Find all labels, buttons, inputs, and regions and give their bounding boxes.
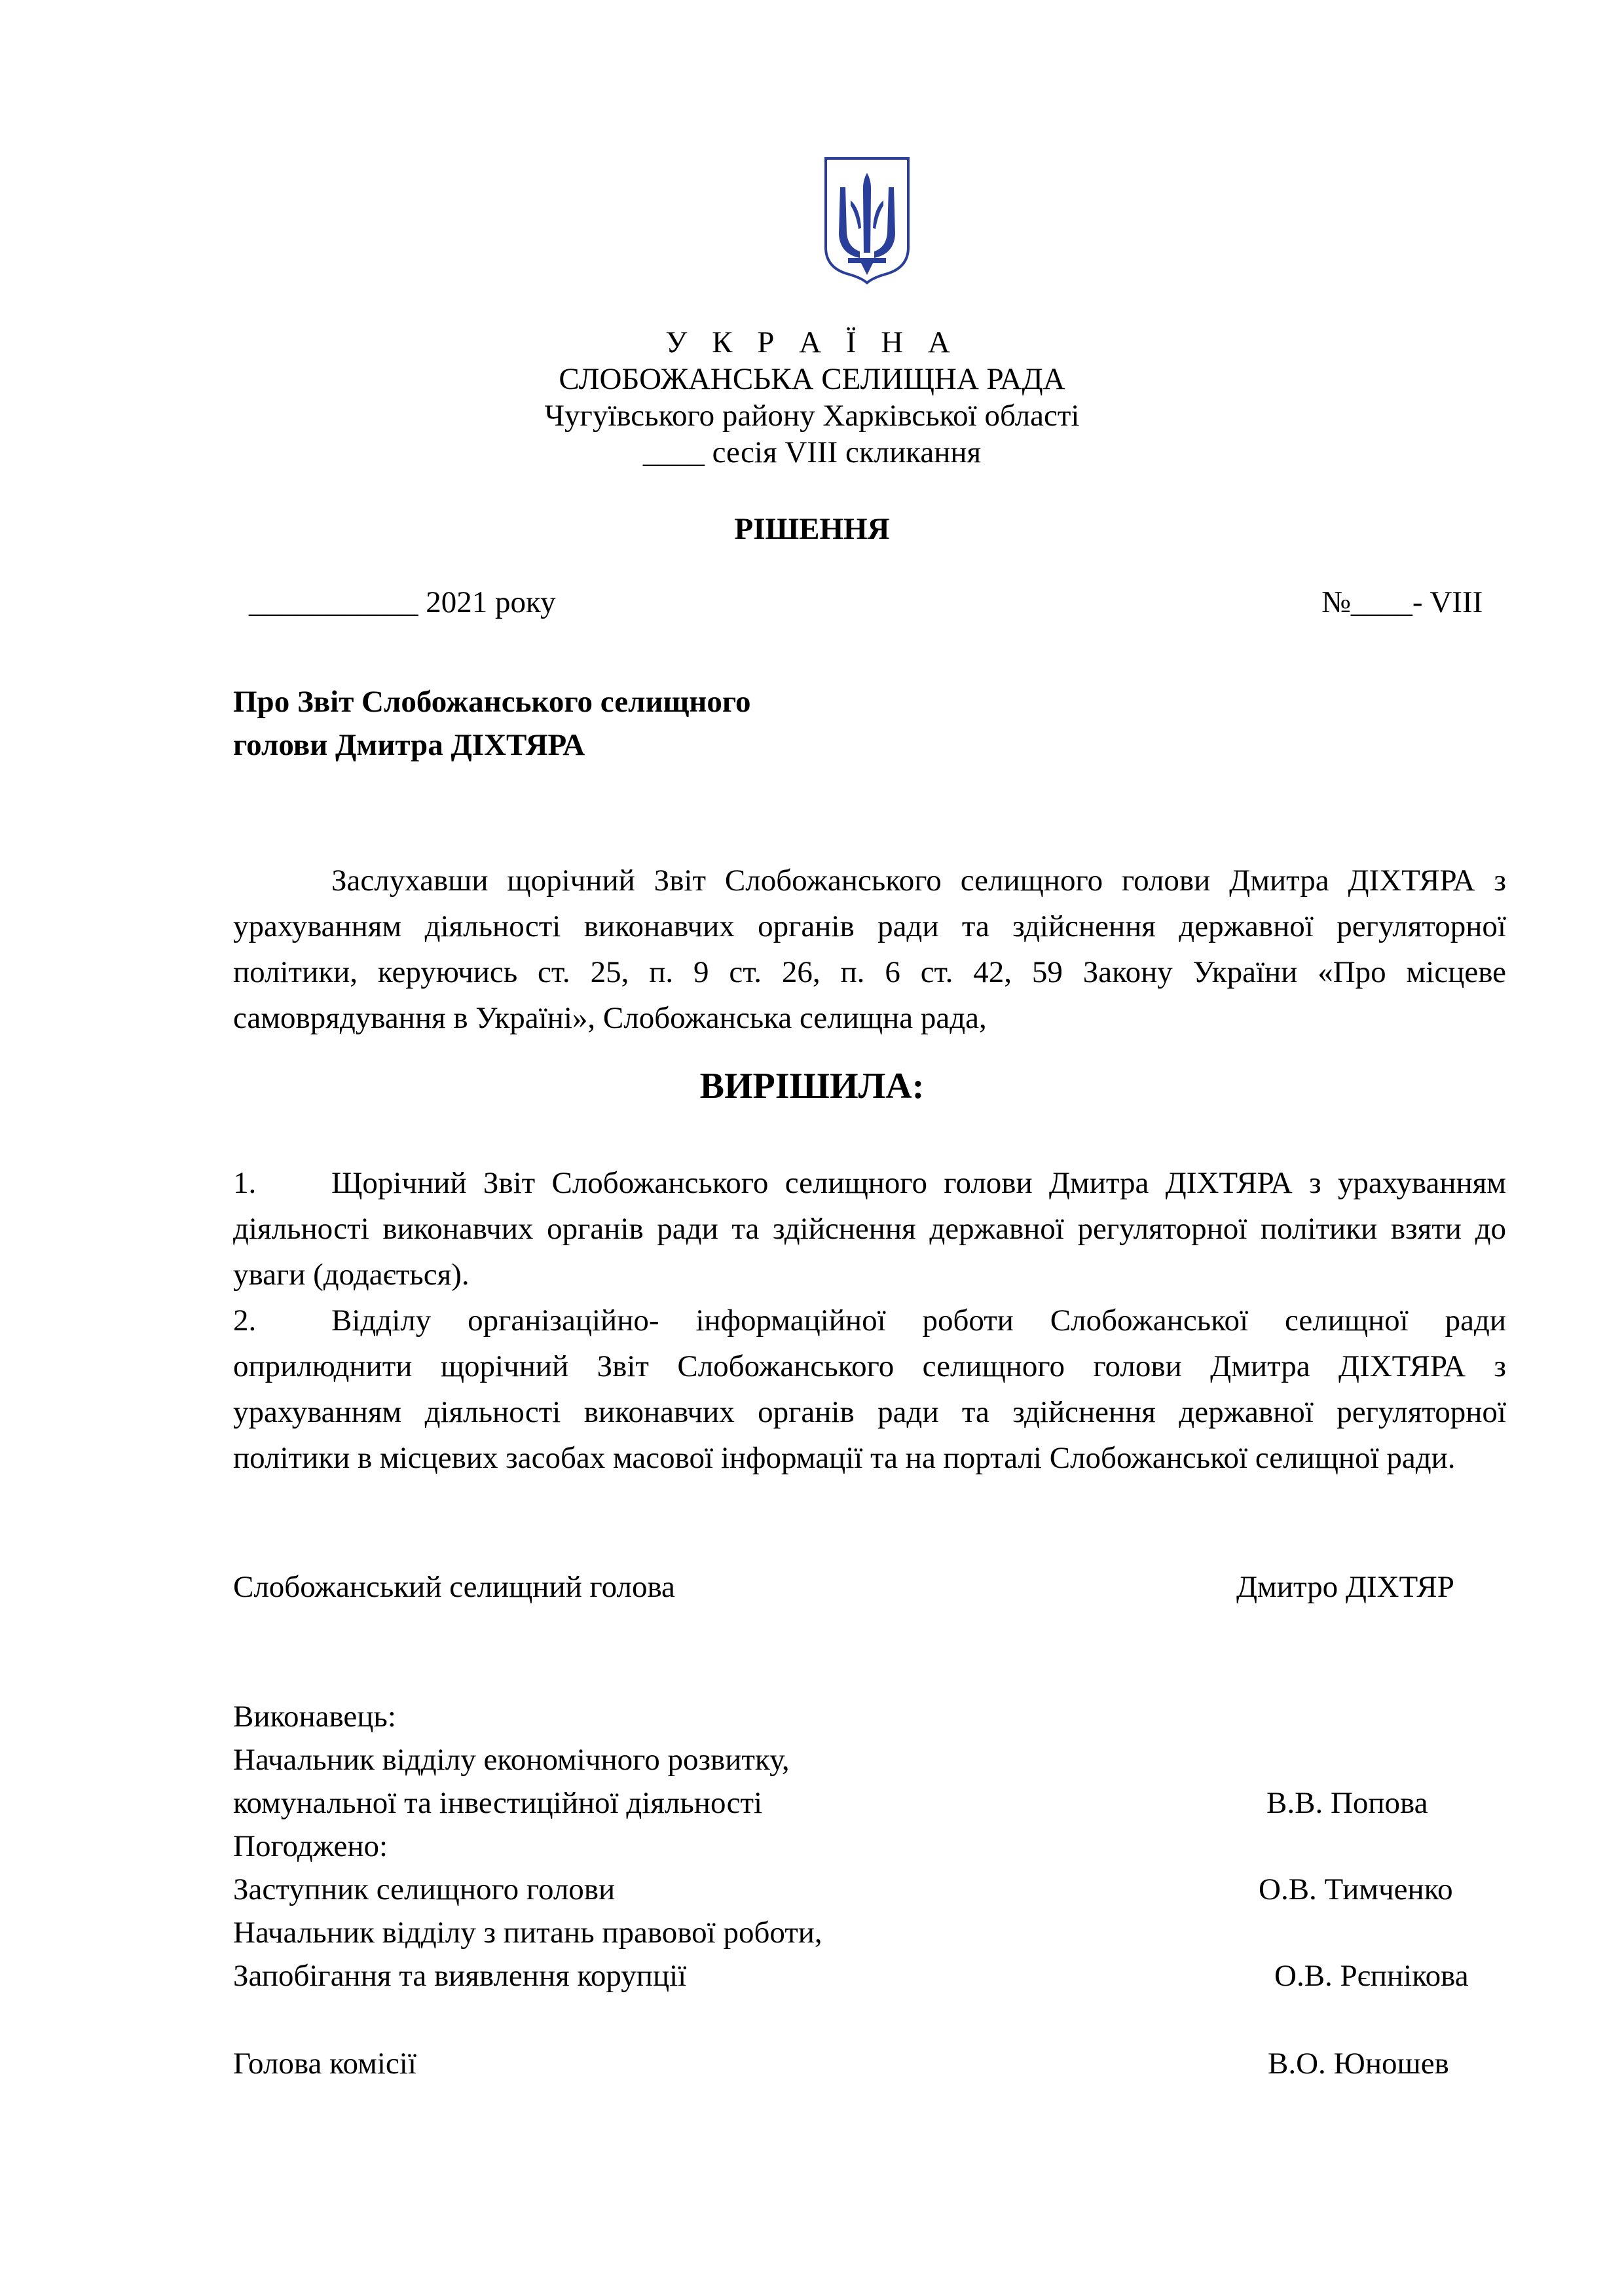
preamble-text: Заслухавши щорічний Звіт Слобожанського селищного голови Дмитра ДІХТЯРА з урахуванням діяльності виконавчих органів ради та здійснення державної регуляторної політики, керуючись ст. 25, п. 9 ст. 26, п. 6 ст. 42, 59 Закону України «Про місцеве самоврядування в Україні», Слобожанська селищна рада, xyxy=(233,864,1506,1035)
executor-title-2: комунальної та інвестиційної діяльності xyxy=(233,1786,763,1820)
executor-label: Виконавець: xyxy=(233,1700,396,1734)
commission-name: В.О. Юношев xyxy=(1268,2047,1449,2081)
preamble-paragraph xyxy=(233,858,1506,1041)
executor-label-row xyxy=(233,1696,1506,1741)
signature-title: Слобожанський селищний голова xyxy=(233,1570,675,1604)
header-session: ____ сесія VIII скликання xyxy=(642,435,982,469)
item-number: 2. xyxy=(233,1303,257,1338)
decided-heading: ВИРІШИЛА: xyxy=(699,1066,925,1106)
signature-row xyxy=(233,1566,1506,1612)
deputy-name: О.В. Тимченко xyxy=(1259,1872,1453,1906)
item-text: Відділу організаційно- інформаційної роботи Слобожанської селищної ради оприлюднити щорічний Звіт Слобожанського селищного голови Дмитра ДІХТЯРА з урахуванням діяльності виконавчих органів ради та здійснення державної регуляторної політики в місцевих засобах масової інформації та на порталі Слобожанської селищної ради. xyxy=(233,1303,1506,1475)
deputy-title: Заступник селищного голови xyxy=(233,1872,616,1906)
number-line: №____- VIII xyxy=(1321,585,1483,619)
legal-title-row-2 xyxy=(233,1955,1506,2001)
agreed-label-row xyxy=(233,1825,1506,1871)
agreed-label: Погоджено: xyxy=(233,1829,388,1863)
executor-name: В.В. Попова xyxy=(1266,1786,1428,1820)
executor-title-row-1 xyxy=(233,1739,1506,1785)
commission-row xyxy=(233,2043,1506,2088)
date-line: ___________ 2021 року xyxy=(249,585,556,619)
header-district: Чугуївського району Харківської області xyxy=(544,399,1080,433)
coat-of-arms-icon xyxy=(822,155,912,285)
header-country: У К Р А Ї Н А xyxy=(665,325,959,359)
legal-title-1: Начальник відділу з питань правової роботи, xyxy=(233,1916,822,1950)
header-council: СЛОБОЖАНСЬКА СЕЛИЩНА РАДА xyxy=(559,362,1065,396)
commission-title: Голова комісії xyxy=(233,2047,416,2081)
document-type: РІШЕННЯ xyxy=(734,512,890,546)
decision-item-2 xyxy=(233,1298,1506,1481)
legal-title-2: Запобігання та виявлення корупції xyxy=(233,1959,687,1993)
legal-title-row-1 xyxy=(233,1912,1506,1958)
item-text: Щорічний Звіт Слобожанського селищного голови Дмитра ДІХТЯРА з урахуванням діяльності виконавчих органів ради та здійснення державної регуляторної політики взяти до уваги (додається). xyxy=(233,1166,1506,1292)
item-number: 1. xyxy=(233,1166,257,1200)
decision-item-1 xyxy=(233,1160,1506,1298)
subject-line-1: Про Звіт Слобожанського селищного xyxy=(233,685,751,719)
executor-title-row-2 xyxy=(233,1782,1506,1828)
executor-title-1: Начальник відділу економічного розвитку, xyxy=(233,1743,790,1777)
signature-name: Дмитро ДІХТЯР xyxy=(1236,1570,1454,1604)
legal-name: О.В. Рєпнікова xyxy=(1274,1959,1469,1993)
deputy-row xyxy=(233,1868,1506,1914)
subject-line-2: голови Дмитра ДІХТЯРА xyxy=(233,728,585,762)
